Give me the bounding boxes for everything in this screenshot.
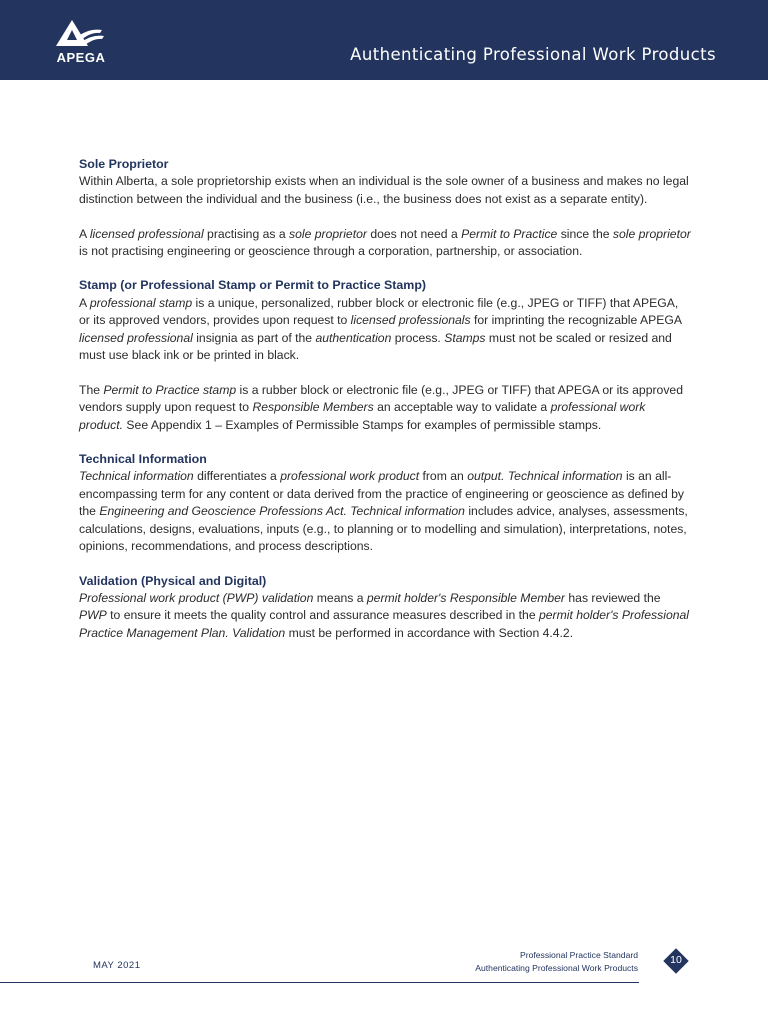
page-header — [0, 0, 768, 80]
section-heading: Technical Information — [79, 452, 207, 467]
text-run: is a unique, personalized, rubber block or electronic file (e.g., JPEG or TIFF) that APEGA, or its approved vendors, provides upon request to — [79, 295, 679, 328]
text-run: differentiates a — [193, 469, 281, 484]
text-run: an acceptable way to validate a — [373, 400, 551, 415]
text-run: includes advice, analyses, assessments, calculations, designs, evaluations, inputs (e.g., to planning or to modelling and simulation), interpretations, notes, opinions, recommendations, and process descriptions. — [79, 504, 688, 554]
text-run: See Appendix 1 – Examples of Permissible Stamps for examples of permissible stamps. — [123, 417, 602, 432]
italic-term: professional work product — [280, 469, 420, 484]
apega-logo — [50, 16, 110, 68]
italic-term: Permit to Practice stamp — [103, 382, 237, 397]
body-paragraph — [79, 226, 691, 261]
section — [79, 573, 691, 643]
page-number-badge — [664, 949, 688, 973]
footer-standard-title: Professional Practice Standard — [520, 950, 638, 960]
text-run: must not be scaled or resized and must use black ink or be printed in black. — [79, 330, 672, 363]
italic-term: authentication — [315, 330, 392, 345]
section — [79, 156, 691, 260]
italic-term: licensed professional — [89, 226, 204, 241]
section-heading: Sole Proprietor — [79, 157, 169, 171]
italic-term: Engineering and Geoscience Professions Act. Technical information — [99, 504, 465, 519]
italic-term: permit holder's Responsible Member — [366, 590, 565, 605]
text-run: means a — [313, 590, 367, 605]
text-run: The — [79, 382, 104, 397]
italic-term: professional stamp — [89, 295, 193, 310]
text-run: has reviewed the — [565, 590, 661, 605]
italic-term: PWP — [79, 608, 107, 623]
body-paragraph — [79, 590, 691, 642]
italic-term: professional work product. — [79, 400, 646, 432]
footer-document-title: Authenticating Professional Work Products — [475, 963, 638, 973]
italic-term: permit holder's Professional Practice Management Plan. Validation — [79, 608, 689, 640]
text-run: for imprinting the recognizable APEGA — [470, 313, 682, 328]
body-paragraph — [79, 468, 691, 555]
logo-text: APEGA — [56, 50, 106, 65]
main-content — [79, 156, 691, 659]
text-run: is an all-encompassing term for any content or data derived from the practice of engineering or geoscience as defined by the — [79, 469, 684, 519]
text-run: must be performed in accordance with Section 4.4.2. — [285, 625, 574, 640]
italic-term: Technical information — [79, 469, 194, 484]
italic-term: Permit to Practice — [461, 226, 558, 241]
section-heading: Validation (Physical and Digital) — [79, 573, 267, 588]
text-run: from an — [419, 469, 468, 484]
italic-term: licensed professional — [79, 330, 193, 345]
section — [79, 277, 691, 434]
text-run: insignia as part of the — [192, 330, 316, 345]
body-paragraph — [79, 382, 691, 434]
section-heading: Stamp (or Professional Stamp or Permit to Practice Stamp) — [79, 278, 427, 293]
text-run: is not practising engineering or geoscience through a corporation, partnership, or association. — [79, 244, 583, 259]
footer-document-info — [475, 949, 638, 975]
body-paragraph — [79, 173, 691, 208]
text-run: to ensure it meets the quality control and assurance measures described in the — [106, 608, 539, 623]
italic-term: output. Technical information — [467, 469, 623, 484]
text-run: since the — [557, 226, 613, 241]
italic-term: Stamps — [444, 330, 486, 345]
header-title: Authenticating Professional Work Products — [350, 45, 716, 64]
italic-term: licensed professionals — [350, 313, 471, 328]
footer-date: MAY 2021 — [93, 960, 141, 971]
text-run: process. — [391, 330, 445, 345]
body-paragraph — [79, 295, 691, 365]
text-run: Within Alberta, a sole proprietorship exists when an individual is the sole owner of a business and makes no legal distinction between the individual and the business (i.e., the business does not exist as a separate entity). — [79, 174, 689, 206]
italic-term: sole proprietor — [289, 226, 367, 241]
text-run: does not need a — [366, 226, 462, 241]
footer-divider — [0, 982, 639, 983]
text-run: is a rubber block or electronic file (e.g., JPEG or TIFF) that APEGA or its approved vendors supply upon request to — [79, 382, 683, 415]
text-run: A — [79, 226, 90, 241]
section — [79, 451, 691, 555]
text-run: practising as a — [203, 226, 290, 241]
text-run: A — [79, 295, 90, 310]
page-number: 10 — [670, 954, 682, 966]
italic-term: Professional work product (PWP) validation — [79, 590, 314, 605]
italic-term: Responsible Members — [252, 400, 374, 415]
italic-term: sole proprietor — [612, 226, 691, 241]
